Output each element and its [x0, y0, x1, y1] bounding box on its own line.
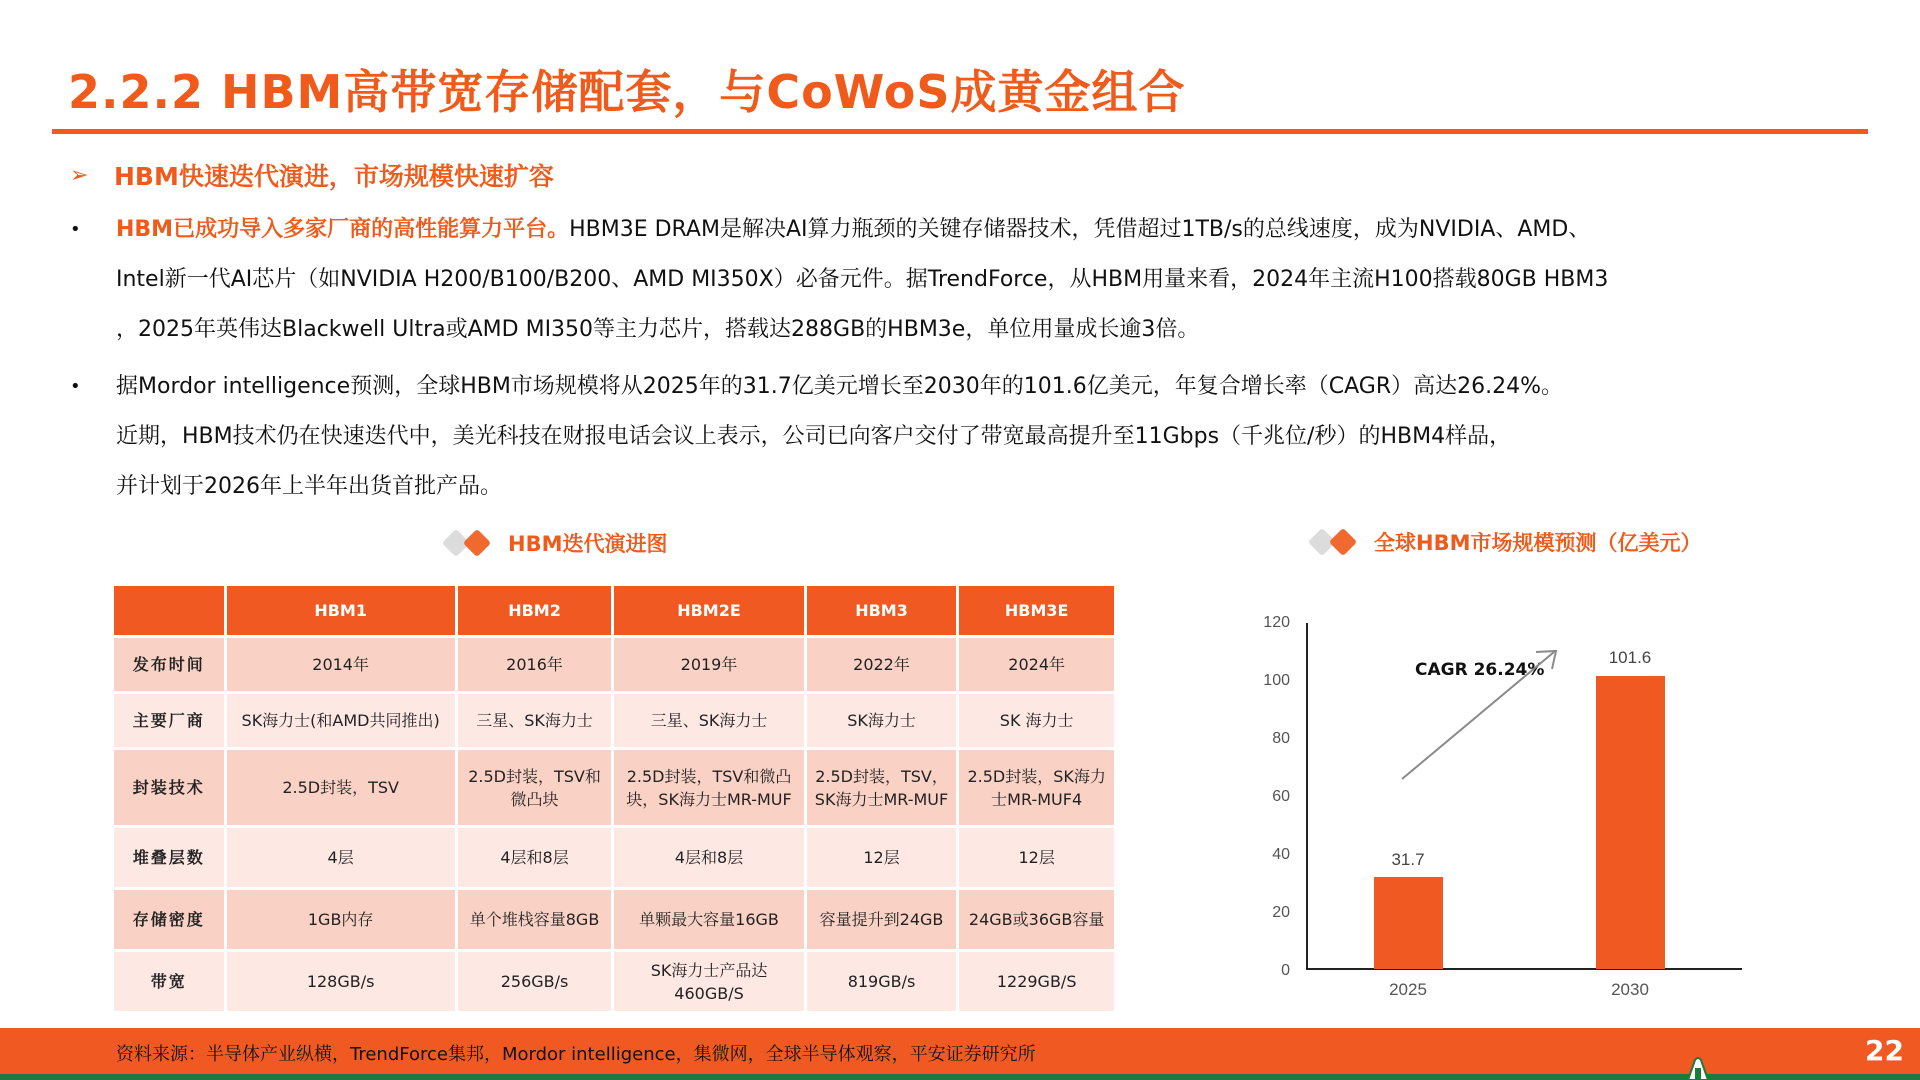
growth-arrow-icon: [1240, 600, 1840, 1020]
row-header: 存储密度: [113, 889, 226, 951]
page-number: 22: [1865, 1034, 1904, 1067]
paragraph-1-highlight: HBM已成功导入多家厂商的高性能算力平台。: [116, 217, 570, 242]
y-tick-label: 40: [1272, 846, 1290, 863]
row-header: 堆叠层数: [113, 827, 226, 889]
diamond-marker-icon: [1306, 527, 1362, 557]
table-header-cell: HBM3: [805, 585, 958, 637]
table-cell: 三星、SK海力士: [613, 693, 805, 749]
table-cell: 2016年: [456, 637, 613, 693]
y-tick-label: 100: [1263, 672, 1290, 689]
table-cell: 4层和8层: [456, 827, 613, 889]
bullet-dot-icon: •: [70, 376, 81, 397]
table-cell: 单颗最大容量16GB: [613, 889, 805, 951]
paragraph-2-line3: 并计划于2026年上半年出货首批产品。: [116, 474, 502, 499]
table-cell: 1GB内存: [225, 889, 456, 951]
table-cell: 256GB/s: [456, 951, 613, 1013]
chart-caption-text: 全球HBM市场规模预测（亿美元）: [1374, 531, 1702, 555]
table-header-cell: [113, 585, 226, 637]
table-row: [113, 637, 1116, 693]
row-header: 发布时间: [113, 637, 226, 693]
table-row: [113, 827, 1116, 889]
table-cell: 单个堆栈容量8GB: [456, 889, 613, 951]
table-cell: 2.5D封装，TSV和微凸块，SK海力士MR-MUF: [613, 749, 805, 827]
y-tick-label: 60: [1272, 788, 1290, 805]
diamond-marker-icon: [440, 528, 496, 558]
table-cell: 819GB/s: [805, 951, 958, 1013]
title-divider: [52, 129, 1868, 134]
table-cell: SK海力士产品达460GB/S: [613, 951, 805, 1013]
table-cell: 4层: [225, 827, 456, 889]
y-tick-label: 20: [1272, 904, 1290, 921]
table-cell: 2024年: [958, 637, 1116, 693]
table-cell: 2022年: [805, 637, 958, 693]
y-tick-label: 80: [1272, 730, 1290, 747]
table-cell: 2019年: [613, 637, 805, 693]
bar-value-label: 101.6: [1608, 648, 1652, 667]
table-row: [113, 693, 1116, 749]
table-cell: 12层: [805, 827, 958, 889]
table-cell: SK海力士(和AMD共同推出): [225, 693, 456, 749]
table-caption: [440, 528, 667, 558]
page-title: 2.2.2 HBM高带宽存储配套，与CoWoS成黄金组合: [68, 65, 1186, 119]
footer-green-stripe: [0, 1074, 1920, 1080]
row-header: 带宽: [113, 951, 226, 1013]
table-header-cell: HBM3E: [958, 585, 1116, 637]
section-heading: [70, 157, 554, 193]
section-heading-text: HBM快速迭代演进，市场规模快速扩容: [114, 162, 554, 191]
paragraph-1-line2: Intel新一代AI芯片（如NVIDIA H200/B100/B200、AMD MI350X）必备元件。据TrendForce，从HBM用量来看，2024年主流H100搭载80GB HBM3: [116, 267, 1609, 292]
table-header-cell: HBM2: [456, 585, 613, 637]
table-row: [113, 889, 1116, 951]
table-header-cell: HBM2E: [613, 585, 805, 637]
y-tick-label: 0: [1281, 962, 1290, 979]
table-cell: 24GB或36GB容量: [958, 889, 1116, 951]
row-header: 主要厂商: [113, 693, 226, 749]
table-cell: 4层和8层: [613, 827, 805, 889]
source-note: 资料来源：半导体产业纵横，TrendForce集邦，Mordor intelligence，集微网，全球半导体观察，平安证券研究所: [116, 1044, 1036, 1065]
paragraph-1: [70, 205, 1608, 355]
table-cell: SK海力士: [805, 693, 958, 749]
bar-value-label: 31.7: [1391, 850, 1425, 869]
paragraph-2-line2: 近期，HBM技术仍在快速迭代中，美光科技在财报电话会议上表示，公司已向客户交付了带宽最高提升至11Gbps（千兆位/秒）的HBM4样品，: [116, 424, 1512, 449]
table-cell: 1229GB/S: [958, 951, 1116, 1013]
paragraph-2-line1: 据Mordor intelligence预测，全球HBM市场规模将从2025年的31.7亿美元增长至2030年的101.6亿美元，年复合增长率（CAGR）高达26.24%。: [116, 374, 1563, 399]
cagr-annotation: CAGR 26.24%: [1415, 660, 1545, 680]
table-cell: 2.5D封装，SK海力士MR-MUF4: [958, 749, 1116, 827]
table-cell: SK 海力士: [958, 693, 1116, 749]
company-logo-icon: [1686, 1056, 1710, 1080]
paragraph-1-line1: HBM3E DRAM是解决AI算力瓶颈的关键存储器技术，凭借超过1TB/s的总线速度，成为NVIDIA、AMD、: [569, 217, 1591, 242]
table-row: [113, 749, 1116, 827]
table-cell: 三星、SK海力士: [456, 693, 613, 749]
market-size-bar-chart: [1240, 600, 1840, 1020]
chart-caption: [1306, 527, 1701, 557]
table-header-row: [113, 585, 1116, 637]
y-tick-label: 120: [1263, 614, 1290, 631]
table-cell: 2.5D封装，TSV和微凸块: [456, 749, 613, 827]
table-header-cell: HBM1: [225, 585, 456, 637]
table-caption-text: HBM迭代演进图: [508, 532, 668, 556]
table-cell: 2.5D封装，TSV，SK海力士MR-MUF: [805, 749, 958, 827]
table-cell: 容量提升到24GB: [805, 889, 958, 951]
table-cell: 128GB/s: [225, 951, 456, 1013]
hbm-evolution-table: [111, 583, 1117, 1014]
bullet-dot-icon: •: [70, 219, 81, 240]
table-row: [113, 951, 1116, 1013]
paragraph-2: [70, 362, 1563, 512]
table-cell: 12层: [958, 827, 1116, 889]
x-tick-label: 2030: [1611, 980, 1649, 999]
row-header: 封装技术: [113, 749, 226, 827]
arrow-bullet-icon: ➢: [70, 162, 89, 188]
table-cell: 2014年: [225, 637, 456, 693]
paragraph-1-line3: ，2025年英伟达Blackwell Ultra或AMD MI350等主力芯片，搭载达288GB的HBM3e，单位用量成长逾3倍。: [116, 317, 1200, 342]
x-tick-label: 2025: [1389, 980, 1427, 999]
table-cell: 2.5D封装，TSV: [225, 749, 456, 827]
